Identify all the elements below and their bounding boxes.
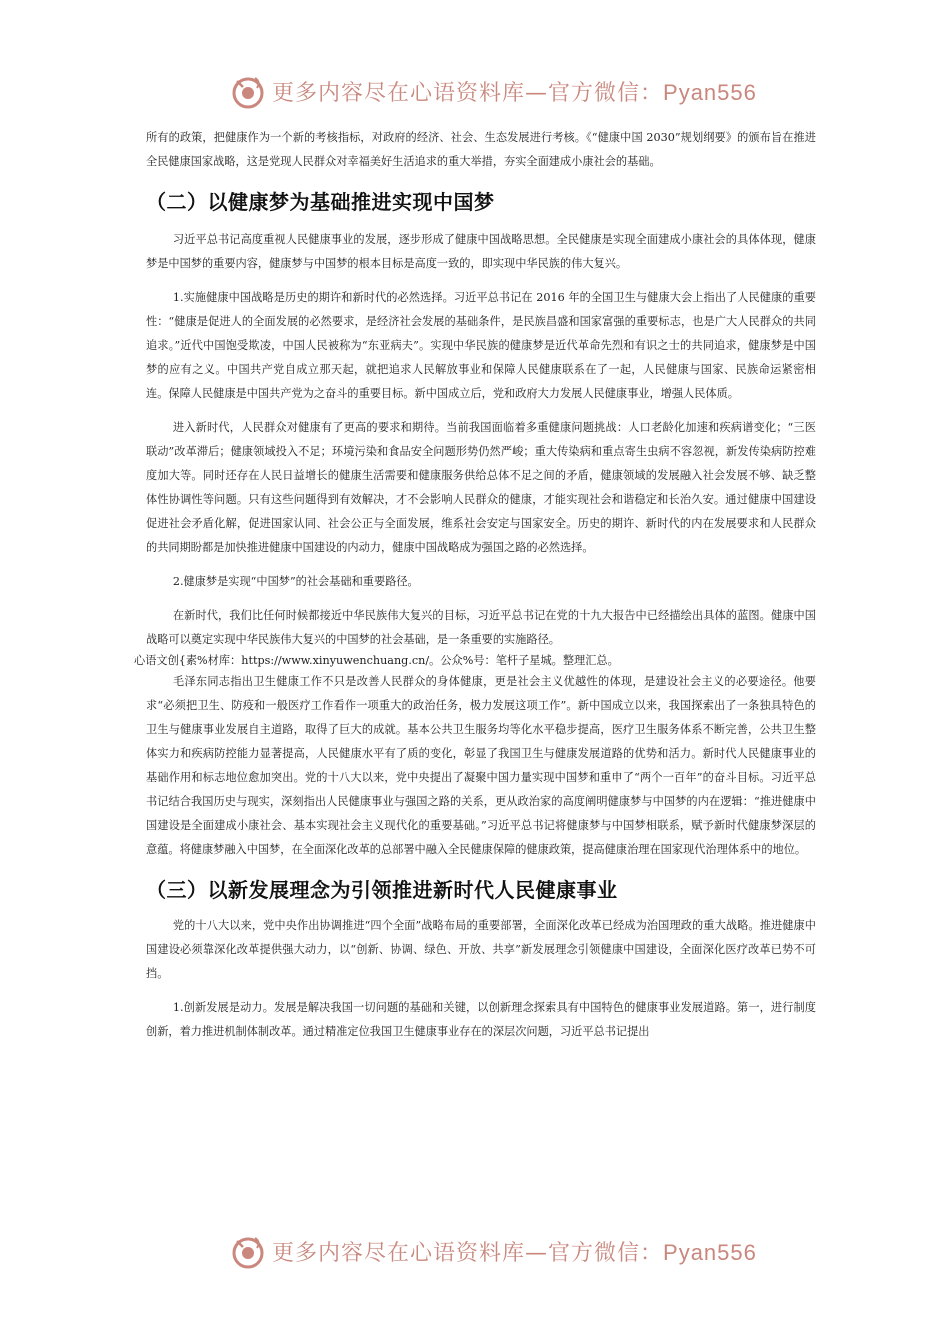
banner-text: 更多内容尽在心语资料库—官方微信：Pyan556 [272,1240,757,1266]
paragraph: 习近平总书记高度重视人民健康事业的发展，逐步形成了健康中国战略思想。全民健康是实现全面建成小康社会的具体体现，健康梦是中国梦的重要内容，健康梦与中国梦的根本目标是高度一致的，即实现中华民族的伟大复兴。 [146,233,816,270]
section-heading-three: （三）以新发展理念为引领推进新时代人民健康事业 [146,878,618,902]
paragraph: 所有的政策，把健康作为一个新的考核指标，对政府的经济、社会、生态发展进行考核。《“健康中国 2030”规划纲要》的颁布旨在推进全民健康国家战略，这是党现人民群众对幸福美好生活追求的重大举措，夯实全面建成小康社会的基础。 [146,131,816,168]
paragraph: 进入新时代，人民群众对健康有了更高的要求和期待。当前我国面临着多重健康问题挑战：人口老龄化加速和疾病谱变化；“三医联动”改革滞后；健康领域投入不足；环境污染和食品安全问题形势仍然严峻；重大传染病和重点寄生虫病不容忽视，新发传染病防控难度加大等。同时还存在人民日益增长的健康生活需要和健康服务供给总体不足之间的矛盾，健康领域的发展融入社会发展不够、缺乏整体性协调性等问题。只有这些问题得到有效解决，才不会影响人民群众的健康，才能实现社会和谐稳定和长治久安。通过健康中国建设促进社会矛盾化解，促进国家认同、社会公正与全面发展，维系社会安定与国家安全。历史的期许、新时代的内在发展要求和人民群众的共同期盼都是加快推进健康中国建设的内动力，健康中国战略成为强国之路的必然选择。 [146,421,816,554]
banner-wechat-id: Pyan556 [663,80,757,105]
banner-text: 更多内容尽在心语资料库—官方微信：Pyan556 [272,80,757,106]
watermark-line: 心语文创{素%材库：https://www.xinyuwenchuang.cn/。公众%号：笔杆子星城。整理汇总。 [134,654,619,667]
paragraph: 在新时代，我们比任何时候都接近中华民族伟大复兴的目标，习近平总书记在党的十九大报告中已经描绘出具体的蓝图。健康中国战略可以奠定实现中华民族伟大复兴的中国梦的社会基础，是一条重要的实施路径。 [146,609,816,646]
brand-logo-icon [228,72,268,112]
banner-wechat-id: Pyan556 [663,1240,757,1265]
section-heading-two: （二）以健康梦为基础推进实现中国梦 [146,190,495,214]
document-body [134,126,816,1044]
paragraph: 2.健康梦是实现“中国梦”的社会基础和重要路径。 [172,575,419,588]
footer-banner [0,1230,950,1274]
paragraph: 1.创新发展是动力。发展是解决我国一切问题的基础和关键，以创新理念探索具有中国特色的健康事业发展道路。第一，进行制度创新，着力推进机制体制改革。通过精准定位我国卫生健康事业存在的深层次问题，习近平总书记提出 [146,1001,816,1038]
brand-logo-icon [228,1232,268,1272]
paragraph: 党的十八大以来，党中央作出协调推进“四个全面”战略布局的重要部署，全面深化改革已经成为治国理政的重大战略。推进健康中国建设必须靠深化改革提供强大动力，以“创新、协调、绿色、开放、共享”新发展理念引领健康中国建设，全面深化医疗改革已势不可挡。 [146,919,816,980]
paragraph: 1.实施健康中国战略是历史的期许和新时代的必然选择。习近平总书记在 2016 年的全国卫生与健康大会上指出了人民健康的重要性：“健康是促进人的全面发展的必然要求，是经济社会发展的基础条件，是民族昌盛和国家富强的重要标志，也是广大人民群众的共同追求。”近代中国饱受欺凌，中国人民被称为“东亚病夫”。实现中华民族的健康梦是近代革命先烈和有识之士的共同追求，健康梦是中国梦的应有之义。中国共产党自成立那天起，就把追求人民解放事业和保障人民健康联系在了一起，人民健康与国家、民族命运紧密相连。保障人民健康是中国共产党为之奋斗的重要目标。新中国成立后，党和政府大力发展人民健康事业，增强人民体质。 [146,291,816,400]
header-banner [0,70,950,114]
paragraph: 毛泽东同志指出卫生健康工作不只是改善人民群众的身体健康，更是社会主义优越性的体现，是建设社会主义的必要途径。他要求“必须把卫生、防疫和一般医疗工作看作一项重大的政治任务，极力发展这项工作”。新中国成立以来，我国探索出了一条独具特色的卫生与健康事业发展自主道路，取得了巨大的成就。基本公共卫生服务均等化水平稳步提高，医疗卫生服务体系不断完善，公共卫生整体实力和疾病防控能力显著提高，人民健康水平有了质的变化，彰显了我国卫生与健康发展道路的优势和活力。新时代人民健康事业的基础作用和标志地位愈加突出。党的十八大以来，党中央提出了凝聚中国力量实现中国梦和重申了“两个一百年”的奋斗目标。习近平总书记结合我国历史与现实，深刻指出人民健康事业与强国之路的关系，更从政治家的高度阐明健康梦与中国梦的内在逻辑：“推进健康中国建设是全面建成小康社会、基本实现社会主义现代化的重要基础。”习近平总书记将健康梦与中国梦相联系，赋予新时代健康梦深层的意蕴。将健康梦融入中国梦，在全面深化改革的总部署中融入全民健康保障的健康政策，提高健康治理在国家现代治理体系中的地位。 [146,675,816,856]
